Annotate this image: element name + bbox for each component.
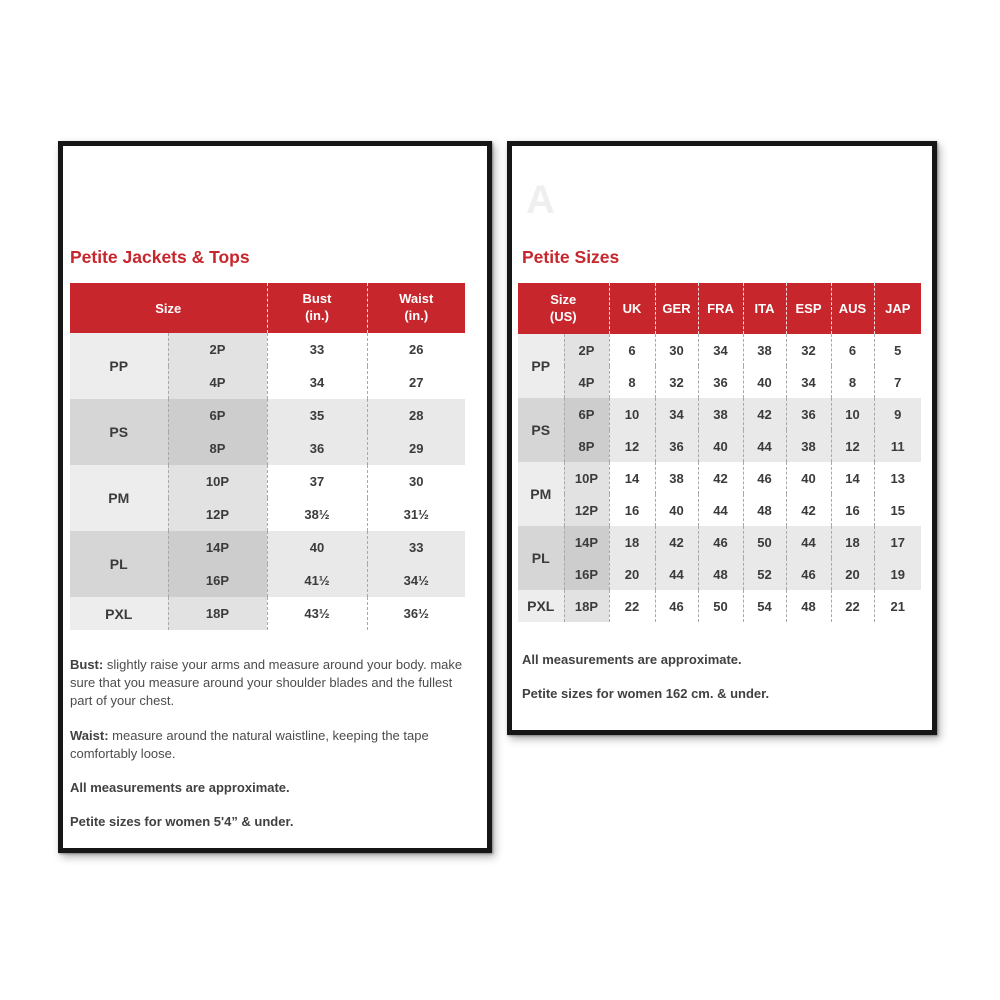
value-cell: 18 xyxy=(831,526,874,558)
table-row xyxy=(518,462,921,494)
table-row xyxy=(518,526,921,558)
value-cell: 6 xyxy=(831,334,874,366)
value-cell: 40 xyxy=(655,494,698,526)
bust-cell: 37 xyxy=(267,465,367,498)
value-cell: 36 xyxy=(655,430,698,462)
value-cell: 44 xyxy=(786,526,831,558)
group-label: PL xyxy=(70,531,168,597)
waist-cell: 28 xyxy=(367,399,465,432)
bust-header-line1: Bust xyxy=(302,291,332,307)
international-size-table xyxy=(518,283,921,622)
bust-cell: 36 xyxy=(267,432,367,465)
value-cell: 9 xyxy=(874,398,921,430)
size-cell: 10P xyxy=(564,462,609,494)
right-panel-notes xyxy=(522,651,920,703)
value-cell: 54 xyxy=(743,590,786,622)
size-cell: 12P xyxy=(564,494,609,526)
value-cell: 14 xyxy=(831,462,874,494)
size-cell: 2P xyxy=(564,334,609,366)
value-cell: 32 xyxy=(786,334,831,366)
size-cell: 4P xyxy=(564,366,609,398)
value-cell: 42 xyxy=(698,462,743,494)
table-row xyxy=(518,398,921,430)
left-panel-title: Petite Jackets & Tops xyxy=(70,247,250,267)
value-cell: 44 xyxy=(655,558,698,590)
ger-column-header: GER xyxy=(655,283,698,334)
value-cell: 38 xyxy=(655,462,698,494)
bust-cell: 35 xyxy=(267,399,367,432)
group-label: PP xyxy=(70,333,168,399)
size-cell: 8P xyxy=(564,430,609,462)
value-cell: 34 xyxy=(655,398,698,430)
bust-cell: 34 xyxy=(267,366,367,399)
petite-height-note: Petite sizes for women 5'4” & under. xyxy=(70,814,294,830)
size-cell: 18P xyxy=(168,597,267,630)
size-cell: 4P xyxy=(168,366,267,399)
value-cell: 10 xyxy=(831,398,874,430)
waist-note-label: Waist: xyxy=(70,727,109,743)
ita-column-header: ITA xyxy=(743,283,786,334)
value-cell: 48 xyxy=(743,494,786,526)
bust-note-text: slightly raise your arms and measure around your body. make sure that you measure around your shoulder blades and the fullest part of your chest. xyxy=(70,657,463,709)
waist-cell: 26 xyxy=(367,333,465,366)
value-cell: 16 xyxy=(831,494,874,526)
value-cell: 16 xyxy=(609,494,655,526)
size-cell: 12P xyxy=(168,498,267,531)
table-row xyxy=(518,590,921,622)
table-row xyxy=(518,334,921,366)
size-us-column-header xyxy=(518,283,609,334)
value-cell: 5 xyxy=(874,334,921,366)
size-cell: 6P xyxy=(168,399,267,432)
waist-header-line2: (in.) xyxy=(404,308,429,323)
value-cell: 40 xyxy=(698,430,743,462)
watermark-letter: A xyxy=(526,178,555,222)
value-cell: 7 xyxy=(874,366,921,398)
right-panel-title: Petite Sizes xyxy=(522,247,620,267)
value-cell: 22 xyxy=(609,590,655,622)
value-cell: 20 xyxy=(831,558,874,590)
value-cell: 11 xyxy=(874,430,921,462)
value-cell: 13 xyxy=(874,462,921,494)
size-us-header-line1: Size xyxy=(550,291,577,307)
approximate-note: All measurements are approximate. xyxy=(70,779,290,795)
value-cell: 46 xyxy=(786,558,831,590)
value-cell: 40 xyxy=(786,462,831,494)
value-cell: 20 xyxy=(609,558,655,590)
table-header-row xyxy=(518,283,921,334)
waist-note xyxy=(70,727,475,763)
size-cell: 6P xyxy=(564,398,609,430)
value-cell: 40 xyxy=(743,366,786,398)
value-cell: 52 xyxy=(743,558,786,590)
size-cell: 16P xyxy=(168,564,267,597)
bust-header-line2: (in.) xyxy=(305,308,329,323)
esp-column-header: ESP xyxy=(786,283,831,334)
table-header-row xyxy=(70,283,465,333)
uk-column-header: UK xyxy=(609,283,655,334)
value-cell: 14 xyxy=(609,462,655,494)
value-cell: 12 xyxy=(831,430,874,462)
value-cell: 10 xyxy=(609,398,655,430)
waist-note-text: measure around the natural waistline, keeping the tape comfortably loose. xyxy=(70,727,429,761)
aus-column-header: AUS xyxy=(831,283,874,334)
value-cell: 6 xyxy=(609,334,655,366)
group-label: PXL xyxy=(518,590,564,622)
size-us-header-line2: (US) xyxy=(549,308,577,324)
bust-cell: 33 xyxy=(267,333,367,366)
value-cell: 38 xyxy=(786,430,831,462)
table-row xyxy=(518,558,921,590)
value-cell: 22 xyxy=(831,590,874,622)
value-cell: 17 xyxy=(874,526,921,558)
value-cell: 8 xyxy=(831,366,874,398)
value-cell: 48 xyxy=(698,558,743,590)
bust-cell: 40 xyxy=(267,531,367,564)
waist-header-line1: Waist xyxy=(399,291,434,307)
jackets-tops-size-table xyxy=(70,283,465,630)
value-cell: 18 xyxy=(609,526,655,558)
size-cell: 16P xyxy=(564,558,609,590)
table-row xyxy=(70,465,465,498)
group-label: PM xyxy=(518,462,564,526)
waist-cell: 29 xyxy=(367,432,465,465)
value-cell: 38 xyxy=(698,398,743,430)
group-label: PS xyxy=(70,399,168,465)
size-column-header: Size xyxy=(70,283,267,333)
value-cell: 21 xyxy=(874,590,921,622)
bust-note-label: Bust: xyxy=(70,657,104,672)
value-cell: 42 xyxy=(743,398,786,430)
value-cell: 44 xyxy=(743,430,786,462)
size-cell: 8P xyxy=(168,432,267,465)
group-label: PXL xyxy=(70,597,168,630)
table-row xyxy=(70,531,465,564)
value-cell: 44 xyxy=(698,494,743,526)
value-cell: 42 xyxy=(786,494,831,526)
group-label: PL xyxy=(518,526,564,590)
group-label: PM xyxy=(70,465,168,531)
jap-column-header: JAP xyxy=(874,283,921,334)
value-cell: 42 xyxy=(655,526,698,558)
value-cell: 36 xyxy=(786,398,831,430)
waist-cell: 30 xyxy=(367,465,465,498)
value-cell: 30 xyxy=(655,334,698,366)
table-row xyxy=(70,333,465,366)
waist-cell: 36½ xyxy=(367,597,465,630)
size-cell: 14P xyxy=(564,526,609,558)
value-cell: 36 xyxy=(698,366,743,398)
table-row xyxy=(70,597,465,630)
value-cell: 19 xyxy=(874,558,921,590)
petite-sizes-panel xyxy=(507,141,937,735)
bust-cell: 38½ xyxy=(267,498,367,531)
value-cell: 15 xyxy=(874,494,921,526)
bust-cell: 41½ xyxy=(267,564,367,597)
petite-jackets-tops-panel xyxy=(58,141,492,853)
value-cell: 50 xyxy=(743,526,786,558)
waist-cell: 33 xyxy=(367,531,465,564)
approximate-note: All measurements are approximate. xyxy=(522,652,742,667)
waist-column-header xyxy=(367,283,465,333)
value-cell: 46 xyxy=(743,462,786,494)
value-cell: 50 xyxy=(698,590,743,622)
value-cell: 38 xyxy=(743,334,786,366)
value-cell: 12 xyxy=(609,430,655,462)
value-cell: 34 xyxy=(786,366,831,398)
bust-cell: 43½ xyxy=(267,597,367,630)
value-cell: 32 xyxy=(655,366,698,398)
waist-cell: 34½ xyxy=(367,564,465,597)
size-cell: 10P xyxy=(168,465,267,498)
value-cell: 46 xyxy=(655,590,698,622)
left-panel-notes xyxy=(70,656,475,831)
waist-cell: 31½ xyxy=(367,498,465,531)
waist-cell: 27 xyxy=(367,366,465,399)
table-row xyxy=(518,494,921,526)
value-cell: 46 xyxy=(698,526,743,558)
size-cell: 2P xyxy=(168,333,267,366)
petite-height-note: Petite sizes for women 162 cm. & under. xyxy=(522,686,770,702)
value-cell: 34 xyxy=(698,334,743,366)
bust-column-header xyxy=(267,283,367,333)
value-cell: 48 xyxy=(786,590,831,622)
table-row xyxy=(518,430,921,462)
size-cell: 14P xyxy=(168,531,267,564)
bust-note xyxy=(70,656,475,711)
value-cell: 8 xyxy=(609,366,655,398)
table-row xyxy=(518,366,921,398)
group-label: PP xyxy=(518,334,564,398)
size-cell: 18P xyxy=(564,590,609,622)
table-row xyxy=(70,399,465,432)
group-label: PS xyxy=(518,398,564,462)
fra-column-header: FRA xyxy=(698,283,743,334)
